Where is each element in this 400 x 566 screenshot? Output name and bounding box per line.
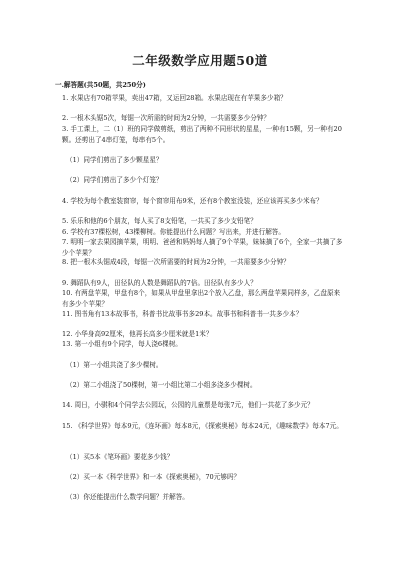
question-7: 7. 明明一家去果园摘苹果，明明、爸爸和妈妈每人摘了9个苹果，妹妹摘了6个，全家一共摘了多少个苹果？ bbox=[62, 238, 343, 257]
question-11: 11. 图书角有13本故事书，科普书比故事书多29本。故事书和科普书一共多少本？ bbox=[62, 310, 303, 318]
question-5: 5. 乐乐和他的6个朋友，每人买了8支铅笔，一共买了多少支铅笔？ bbox=[62, 217, 257, 225]
question-9: 9. 舞蹈队有9人，田径队的人数是舞蹈队的7倍。田径队有多少人？ bbox=[62, 279, 257, 287]
question-12: 12. 小华身高92厘米，他再长高多少厘米就是1米？ bbox=[62, 330, 213, 338]
page-title: 二年级数学应用题50道 bbox=[132, 53, 268, 68]
question-15-part-1: （1）买5本《笔环画》要花多少钱？ bbox=[66, 453, 174, 461]
section-heading: 一.解答题(共50题，共250分) bbox=[55, 81, 146, 89]
question-14: 14. 周日，小骐和4个同学去公园玩，公园的儿童票是每张7元，他们一共花了多少元？ bbox=[62, 401, 314, 409]
question-13-part-1: （1）第一小组共浇了多少棵树。 bbox=[66, 361, 163, 369]
question-2: 2. 一根木头锯5次，每锯一次所需的时间为2分钟，一共需要多少分钟？ bbox=[62, 114, 270, 122]
question-13: 13. 第一小组有9个同学，每人浇6棵树。 bbox=[62, 340, 182, 348]
question-15: 15. 《科学世界》每本9元，《连环画》每本8元，《探索奥秘》每本24元，《趣味数学》每本7元。 bbox=[62, 422, 343, 430]
question-15-part-3: （3）你还能提出什么数学问题？并解答。 bbox=[66, 493, 189, 501]
question-15-part-2: （2）买一本《科学世界》和一本《探索奥秘》，70元够吗？ bbox=[66, 473, 241, 481]
question-4: 4. 学校为每个教室装窗帘，每个窗帘用布9米，还有8个教室没装，还应该再买多少米布？ bbox=[62, 197, 323, 205]
question-1: 1. 水果店有70箱苹果，卖出47箱，又运回28箱。水果店现在有苹果多少箱？ bbox=[62, 94, 287, 102]
question-6: 6. 学校有37棵松树，43棵柳树。你能提出什么问题？写出来，并进行解答。 bbox=[62, 228, 285, 236]
question-8: 8. 把一根木头锯成4段，每锯一次所需要的时间为2分钟，一共需要多少分钟？ bbox=[62, 258, 290, 266]
question-3-part-1: （1）同学们剪出了多少颗星星？ bbox=[66, 156, 163, 164]
question-10: 10. 有两盘苹果，甲盘有8个，如果从甲盘里拿出2个放入乙盘，那么两盘苹果同样多，乙盘原来有多少个苹果？ bbox=[62, 289, 341, 308]
question-3-part-2: （2）同学们剪出了多少个灯笼？ bbox=[66, 176, 163, 184]
question-13-part-2: （2）第二小组浇了50棵树，第一小组比第二小组多浇多少棵树。 bbox=[66, 381, 257, 389]
question-3: 3. 手工课上，二（1）班的同学做剪纸，剪出了两种不同形状的星星，一种有15颗，另一种有20颗。还剪出了4串灯笼，每串有5个。 bbox=[62, 125, 342, 144]
